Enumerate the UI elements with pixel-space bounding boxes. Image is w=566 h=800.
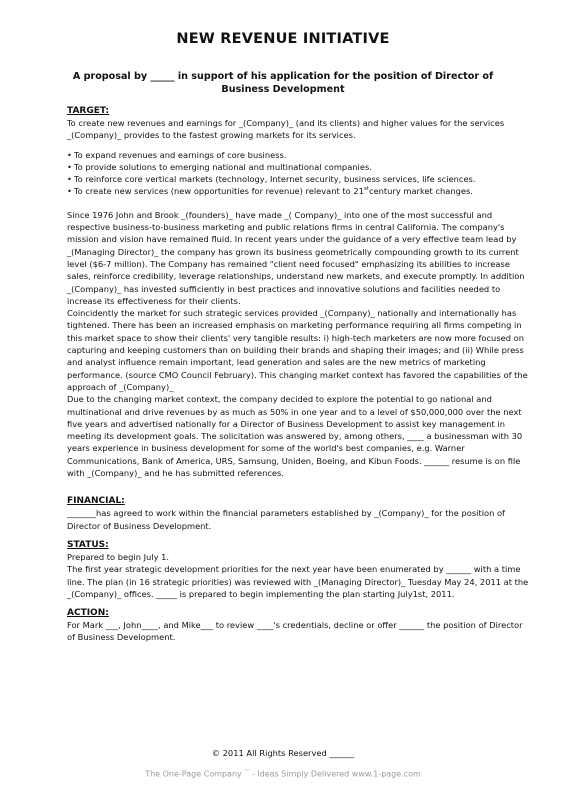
list-item — [67, 161, 531, 173]
document-subtitle: A proposal by _____ in support of his application for the position of Director of Business Development — [72, 71, 494, 95]
superscript-st: st — [363, 186, 369, 193]
target-intro: To create new revenues and earnings for _(Company)_ (and its clients) and higher values for the services _(Company)_ provides to the fastest growing markets for its services. — [67, 118, 505, 141]
status-line-1: Prepared to begin July 1. — [67, 551, 170, 562]
financial-text: _______has agreed to work within the financial parameters established by _(Company)_ for the position of Director of Business Development. — [67, 508, 505, 531]
action-text: For Mark ___, John____, and Mike___ to review ____'s credentials, decline or offer ______ the position of Director of Business Development. — [67, 620, 523, 643]
footer-tagline: - Ideas Simply Delivered www.1-page.com — [251, 769, 421, 779]
list-item — [67, 173, 531, 185]
list-item — [67, 149, 531, 161]
bullet-icon: • — [67, 186, 72, 197]
bullet-icon: • — [67, 161, 72, 172]
list-item — [67, 185, 531, 197]
document-title: NEW REVENUE INITIATIVE — [176, 31, 390, 47]
paragraph-context: Due to the changing market context, the company decided to explore the potential to go national and multinational and drive revenues by as much as 50% in one year and to a level of $50,000,000 over the next five years and advertised nationally for a Director of Business Development to assist key management in meeting its development goals. The solicitation was answered by, among others, ____ a businessman with 30 years experience in business development for some of the world's best companies, e.g. Warner Communications, Bank of America, URS, Samsung, Uniden, Boeing, and Kibun Foods. ______ resume is on file with _(Company)_ and he has submitted references. — [67, 394, 523, 479]
bullet-icon: • — [67, 149, 72, 160]
footer-company: The One-Page Company — [145, 769, 242, 779]
bullet-icon: • — [67, 174, 72, 185]
bullet-text: To provide solutions to emerging national and multinational companies. — [74, 161, 372, 172]
page-footer — [0, 769, 566, 779]
status-heading: STATUS: — [67, 539, 109, 550]
copyright-line: © 2011 All Rights Reserved ______ — [211, 748, 355, 758]
trademark-icon: ™ — [244, 769, 250, 775]
document-body — [67, 105, 531, 644]
target-heading: TARGET: — [67, 106, 110, 116]
bullet-text: To create new services (new opportunities for revenue) relevant to 21 — [74, 186, 364, 197]
action-heading: ACTION: — [67, 608, 109, 619]
paragraph-history: Since 1976 John and Brook _(founders)_ have made _( Company)_ into one of the most successful and respective business-to-business marketing and public relations firms in central California. The company's mission and vision have remained fluid. In recent years under the guidance of a very effective team lead by _(Managing Director)_ the company has grown its business geometrically compounding growth to its current level ($6-7 million). The Company has remained "client need focused" emphasizing its abilities to increase sales, reinforce credibility, leverage relationships, understand new markets, and execute promptly. In addition _(Company)_ has invested sufficiently in best practices and innovative solutions and facilities needed to increase its effectiveness for their clients. — [67, 209, 525, 306]
paragraph-market: Coincidently the market for such strategic services provided _(Company)_ nationally and internationally has tightened. There has been an increased emphasis on marketing performance requiring all firms competing in this market space to show their clients' very tangible results: i) high-tech marketers are now more focused on capturing and keeping customers than on building their brands and shaping their images; and (ii) While press and analyst influence remain important, lead generation and sales are the new metrics of marketing performance. (source CMO Council February). This changing market context has favored the capabilities of the approach of _(Company)_ — [67, 308, 528, 392]
bullet-text: To reinforce core vertical markets (technology, Internet security, business services, life sciences. — [74, 174, 476, 185]
status-line-2: The first year strategic development priorities for the next year have been enumerated by ______ with a time line. The plan (in 16 strategic priorities) was reviewed with _(Managing Director)_ Tuesday May 24, 2011 at the _(Company)_ offices. _____ is prepared to begin implementing the plan starting July1st, 2011. — [67, 564, 529, 599]
target-bullet-list — [67, 149, 531, 198]
bullet-text: To expand revenues and earnings of core business. — [74, 149, 287, 160]
bullet-text-tail: century market changes. — [368, 186, 473, 197]
financial-heading: FINANCIAL: — [67, 496, 125, 507]
